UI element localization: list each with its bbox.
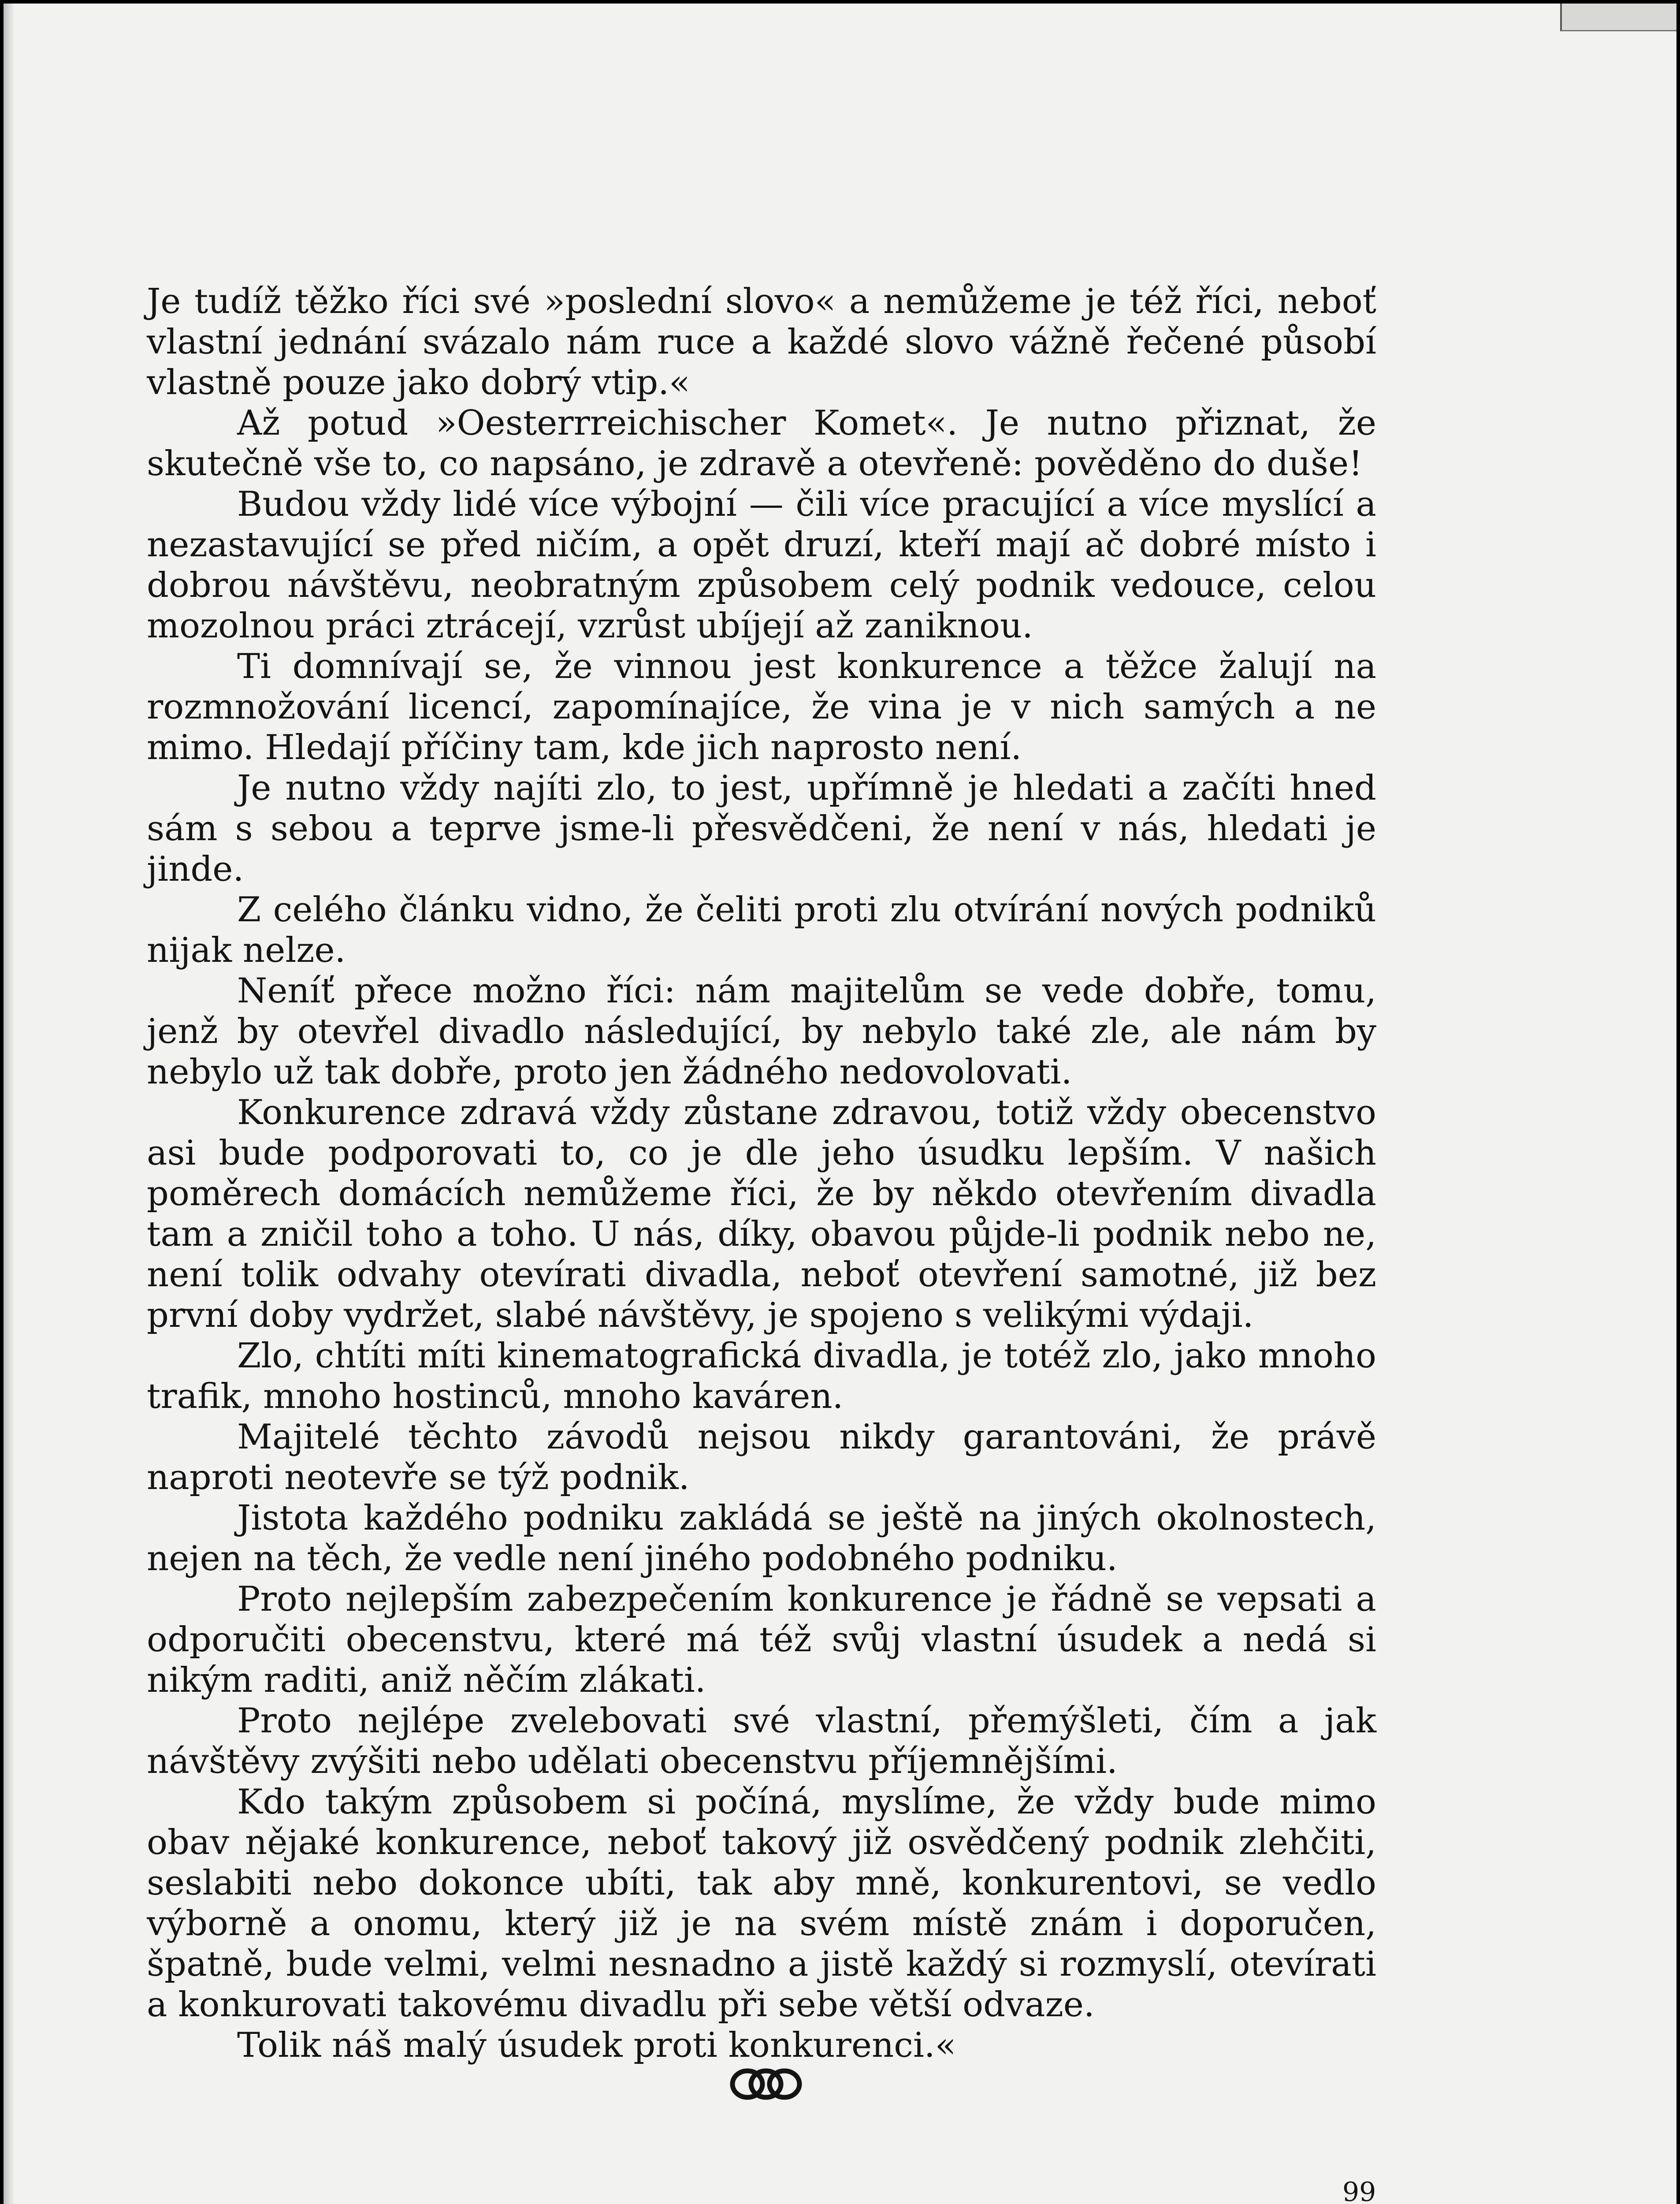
document-page bbox=[4, 4, 1676, 2204]
paragraph-6: Z celého článku vidno, že čeliti proti zlu otvírání nových podniků nijak nelze. bbox=[147, 890, 1376, 970]
page-number: 99 bbox=[1342, 2177, 1376, 2204]
paragraph-7: Neníť přece možno říci: nám majitelům se vede dobře, tomu, jenž by otevřel divadlo následující, by nebylo také zle, ale nám by nebylo už tak dobře, proto jen žádného nedovolovati. bbox=[147, 971, 1376, 1092]
paragraph-4: Ti domnívají se, že vinnou jest konkurence a těžce žalují na rozmnožování licencí, zapomínajíce, že vina je v nich samých a ne mimo. Hledají příčiny tam, kde jich naprosto není. bbox=[147, 647, 1376, 767]
paragraph-10: Majitelé těchto závodů nejsou nikdy garantováni, že právě naproti neotevře se týž podnik. bbox=[147, 1417, 1376, 1497]
scan-edge-shadow bbox=[4, 4, 14, 2204]
body-text bbox=[147, 281, 1376, 2066]
paragraph-1: Je tudíž těžko říci své »poslední slovo« a nemůžeme je též říci, neboť vlastní jednání svázalo nám ruce a každé slovo vážně řečené působí vlastně pouze jako dobrý vtip.« bbox=[147, 282, 1376, 402]
triple-ring-ornament-icon bbox=[726, 2064, 806, 2104]
paragraph-12: Proto nejlepším zabezpečením konkurence je řádně se vepsati a odporučiti obecenstvu, které má též svůj vlastní úsudek a nedá si nikým raditi, aniž něčím zlákati. bbox=[147, 1579, 1376, 1700]
scan-corner-tab bbox=[1560, 4, 1676, 31]
paragraph-11: Jistota každého podniku zakládá se ještě na jiných okolnostech, nejen na těch, že vedle není jiného podobného podniku. bbox=[147, 1498, 1376, 1579]
paragraph-5: Je nutno vždy najíti zlo, to jest, upřímně je hledati a začíti hned sám s sebou a teprve jsme-li přesvědčeni, že není v nás, hledati je jinde. bbox=[147, 768, 1376, 889]
paragraph-13: Proto nejlépe zvelebovati své vlastní, přemýšleti, čím a jak návštěvy zvýšiti nebo udělati obecenstvu příjemnějšími. bbox=[147, 1701, 1376, 1781]
paragraph-15: Tolik náš malý úsudek proti konkurenci.« bbox=[237, 2025, 956, 2065]
paragraph-9: Zlo, chtíti míti kinematografická divadla, je totéž zlo, jako mnoho trafik, mnoho hostinců, mnoho kaváren. bbox=[147, 1336, 1376, 1416]
paragraph-2: Až potud »Oesterrreichischer Komet«. Je nutno přiznat, že skutečně vše to, co napsáno, je zdravě a otevřeně: pověděno do duše! bbox=[147, 403, 1376, 484]
paragraph-3: Budou vždy lidé více výbojní — čili více pracující a více myslící a nezastavující se před ničím, a opět druzí, kteří mají ač dobré místo i dobrou návštěvu, neobratným způsobem celý podnik vedouce, celou mozolnou práci ztrácejí, vzrůst ubíjejí až zaniknou. bbox=[147, 484, 1376, 646]
paragraph-14: Kdo takým způsobem si počíná, myslíme, že vždy bude mimo obav nějaké konkurence, neboť takový již osvědčený podnik zlehčiti, seslabiti nebo dokonce ubíti, tak aby mně, konkurentovi, se vedlo výborně a onomu, který již je na svém místě znám i doporučen, špatně, bude velmi, velmi nesnadno a jistě každý si rozmyslí, otevírati a konkurovati takovému divadlu při sebe větší odvaze. bbox=[147, 1782, 1376, 2025]
paragraph-8: Konkurence zdravá vždy zůstane zdravou, totiž vždy obecenstvo asi bude podporovati to, co je dle jeho úsudku lepším. V našich poměrech domácích nemůžeme říci, že by někdo otevřením divadla tam a zničil toho a toho. U nás, díky, obavou půjde-li podnik nebo ne, není tolik odvahy otevírati divadla, neboť otevření samotné, již bez první doby vydržet, slabé návštěvy, je spojeno s velikými výdaji. bbox=[147, 1093, 1376, 1335]
